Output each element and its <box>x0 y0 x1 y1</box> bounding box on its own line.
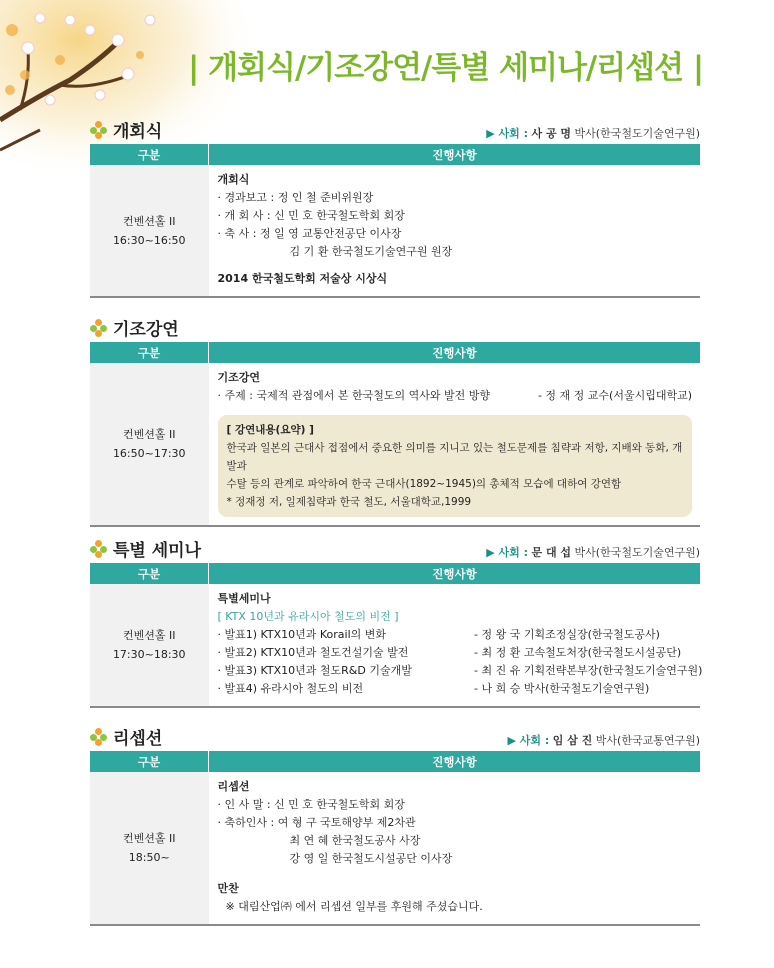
talk-row: · 발표3) KTX10년과 철도R&D 기술개발 - 최 진 유 기획전략본부장(한국철도기술연구원) <box>217 664 703 677</box>
section-title: 특별 세미나 <box>113 541 202 561</box>
section-title: 기조강연 <box>113 320 179 340</box>
summary-box: [ 강연내용(요약) ] 한국과 일본의 근대사 접점에서 중요한 의미를 지니고 있는 철도문제를 침략과 저항, 지배와 동화, 개발과 수탈 등의 관계로 파악하여 한국 근대사(1892~1945)의 총체적 모습에 대하여 강연함 * 정재정 저, 일제침략과 한국 철도, 서울대학교,1999 <box>218 415 693 517</box>
program-table <box>90 751 700 926</box>
details-cell: 개회식 · 경과보고 : 정 인 철 준비위원장 · 개 회 사 : 신 민 호 한국철도학회 회장 · 축 사 : 정 일 영 교통안전공단 이사장 김 기 환 한국철도기술연구원 원장 2014 한국철도학회 저술상 시상식 <box>209 165 701 297</box>
program-table <box>90 342 700 527</box>
col-header-details: 진행사항 <box>209 563 701 584</box>
details-cell: 리셉션 · 인 사 말 : 신 민 호 한국철도학회 회장 · 축하인사 : 여 형 구 국토해양부 제2차관 최 연 혜 한국철도공사 사장 강 영 일 한국철도시설공단 이사장 만찬 ※ 대림산업㈜ 에서 리셉션 일부를 후원해 주셨습니다. <box>209 772 701 925</box>
program-table <box>90 563 703 708</box>
flower-bullet-icon <box>90 121 108 139</box>
flower-bullet-icon <box>90 728 108 746</box>
flower-bullet-icon <box>90 540 108 558</box>
flower-bullet-icon <box>90 319 108 337</box>
section-title: 리셉션 <box>113 729 163 749</box>
venue-cell: 컨벤션홀 II 17:30~18:30 <box>90 584 209 707</box>
col-header-category: 구분 <box>90 563 209 584</box>
venue-cell: 컨벤션홀 II 16:30~16:50 <box>90 165 209 297</box>
talk-row: · 발표2) KTX10년과 철도건설기술 발전 - 최 정 환 고속철도처장(한국철도시설공단) <box>217 646 682 659</box>
section-seminar <box>90 537 703 708</box>
talk-row: · 발표1) KTX10년과 Korail의 변화 - 정 왕 국 기획조정실장(한국철도공사) <box>217 628 660 641</box>
section-opening <box>90 118 700 298</box>
details-cell: 기조강연 · 주제 : 국제적 관점에서 본 한국철도의 역사와 발전 방향 - 정 재 정 교수(서울시립대학교) [ 강연내용(요약) ] 한국과 일본의 근대사 접점에서 중요한 의미를 지니고 있는 철도문제를 침략과 저항, 지배와 동화, 개발과 수탈 등의 관계로 파악하여 한국 근대사(1892~1945)의 총체적 모습에 대하여 강연함 * 정재정 저, 일제침략과 한국 철도, 서울대학교,1999 <box>209 363 701 526</box>
section-title: 개회식 <box>113 122 163 142</box>
venue-cell: 컨벤션홀 II 16:50~17:30 <box>90 363 209 526</box>
details-cell: 특별세미나 [ KTX 10년과 유라시아 철도의 비전 ] · 발표1) KTX10년과 Korail의 변화 - 정 왕 국 기획조정실장(한국철도공사) · 발표2) KTX10년과 철도건설기술 발전 - 최 정 환 고속철도처장(한국철도시설공단) · 발표3) KTX10년과 철도R&D 기술개발 - 최 진 유 기획전략본부장(한국철도기술연구원) · 발표4) 유라시아 철도의 비전 - 나 희 승 박사(한국철도기술연구원) <box>209 584 701 707</box>
col-header-details: 진행사항 <box>209 342 701 363</box>
col-header-details: 진행사항 <box>209 144 701 165</box>
venue-cell: 컨벤션홀 II 18:50~ <box>90 772 209 925</box>
page-title: | 개회식/기조강연/특별 세미나/리셉션 | <box>188 50 704 86</box>
col-header-category: 구분 <box>90 144 209 165</box>
host-info: ▶ 사회 : 문 대 섭 박사(한국철도기술연구원) <box>486 546 700 559</box>
col-header-details: 진행사항 <box>209 751 701 772</box>
col-header-category: 구분 <box>90 751 209 772</box>
section-reception <box>90 725 700 926</box>
col-header-category: 구분 <box>90 342 209 363</box>
program-table <box>90 144 700 298</box>
section-keynote <box>90 316 700 527</box>
talk-row: · 발표4) 유라시아 철도의 비전 - 나 희 승 박사(한국철도기술연구원) <box>217 682 650 695</box>
host-info: ▶ 사회 : 사 공 명 박사(한국철도기술연구원) <box>486 127 700 140</box>
host-info: ▶ 사회 : 임 삼 진 박사(한국교통연구원) <box>507 734 700 747</box>
